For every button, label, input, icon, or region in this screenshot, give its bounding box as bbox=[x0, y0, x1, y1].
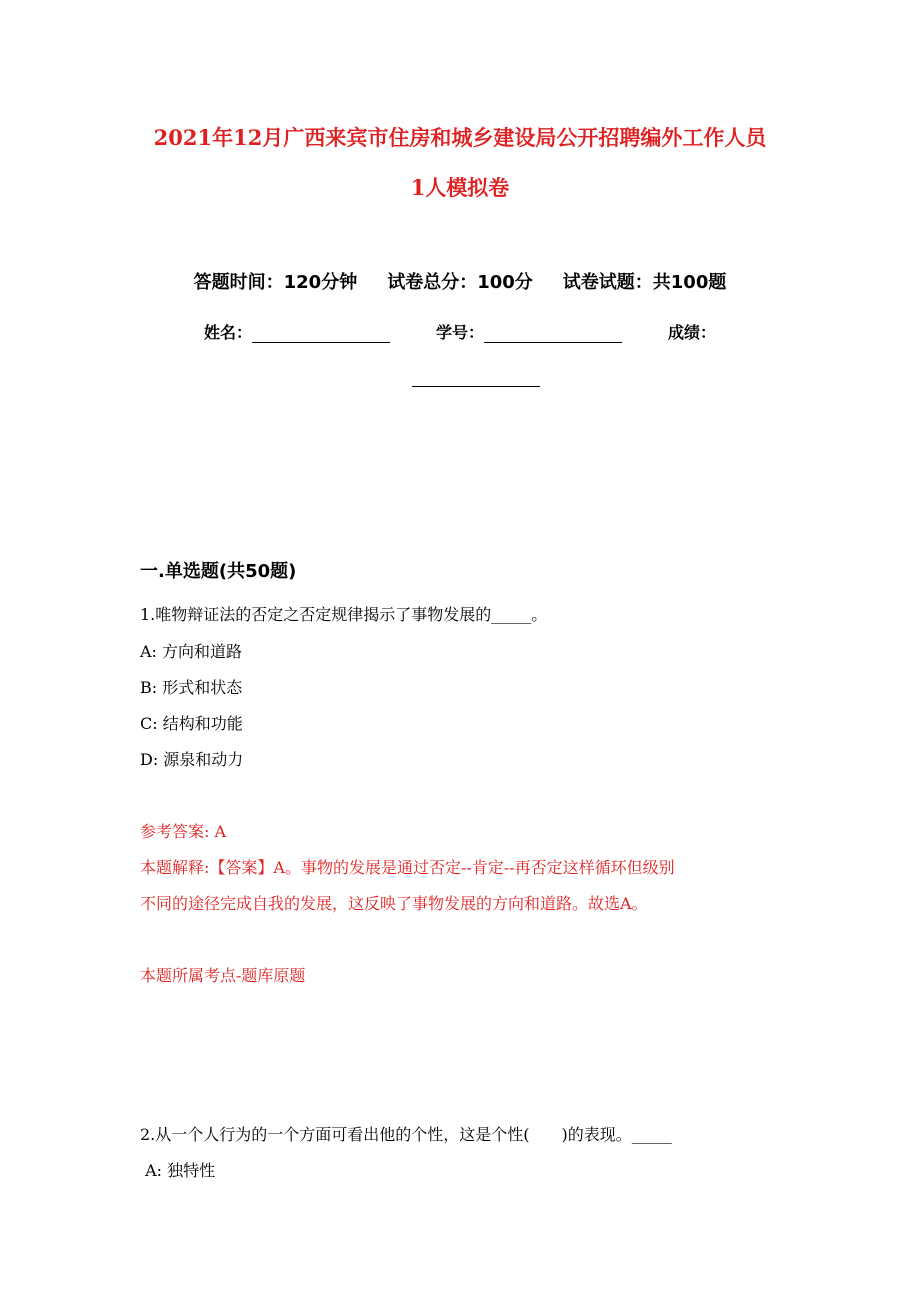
question-2-option-a: A: 独特性 bbox=[140, 1161, 216, 1180]
name-blank[interactable] bbox=[252, 326, 390, 343]
question-2-stem: 2.从一个人行为的一个方面可看出他的个性，这是个性( )的表现。_____ bbox=[140, 1125, 672, 1144]
exam-total-score: 试卷总分：100分 bbox=[387, 272, 533, 293]
exam-meta bbox=[0, 268, 920, 294]
question-1-answer: 参考答案: A bbox=[140, 822, 227, 841]
name-label: 姓名： bbox=[203, 323, 252, 342]
exam-time: 答题时间：120分钟 bbox=[193, 272, 358, 293]
id-blank[interactable] bbox=[484, 326, 622, 343]
section-heading: 一.单选题(共50题) bbox=[140, 561, 297, 582]
student-fields bbox=[0, 320, 920, 343]
question-1-option-c: C: 结构和功能 bbox=[140, 714, 243, 733]
question-1-option-b: B: 形式和状态 bbox=[140, 678, 243, 697]
question-1-explanation-line2: 不同的途径完成自我的发展，这反映了事物发展的方向和道路。故选A。 bbox=[140, 894, 648, 913]
score-label: 成绩： bbox=[668, 323, 717, 342]
question-1-option-d: D: 源泉和动力 bbox=[140, 750, 244, 769]
exam-question-count: 试卷试题：共100题 bbox=[562, 272, 727, 293]
score-blank[interactable] bbox=[412, 370, 540, 387]
question-1-explanation-line1: 本题解释:【答案】A。事物的发展是通过否定--肯定--再否定这样循环但级别 bbox=[140, 858, 675, 877]
question-1-source: 本题所属考点-题库原题 bbox=[140, 966, 306, 985]
question-1-option-a: A: 方向和道路 bbox=[140, 642, 243, 661]
question-1-stem: 1.唯物辩证法的否定之否定规律揭示了事物发展的_____。 bbox=[140, 605, 548, 624]
exam-title-line1: 2021年12月广西来宾市住房和城乡建设局公开招聘编外工作人员 bbox=[153, 125, 767, 150]
exam-title-line2: 1人模拟卷 bbox=[410, 175, 510, 200]
id-label: 学号： bbox=[435, 323, 484, 342]
